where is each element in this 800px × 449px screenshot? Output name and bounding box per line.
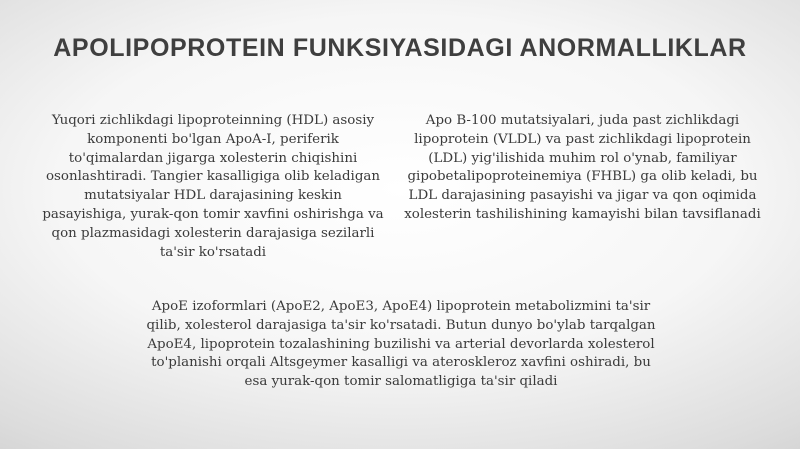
paragraph-apoe: ApoE izoformlari (ApoE2, ApoE3, ApoE4) lipoprotein metabolizmini ta'sir qilib, xolesterol darajasiga ta'sir ko'rsatadi. Butun dunyo bo'ylab tarqalgan ApoE4, lipoprotein tozalashining buzilishi va arterial devorlarda xolesterol to'planishi orqali Altsgeymer kasalligi va ateroskleroz xavfini oshiradi, bu esa yurak-qon tomir salomatligiga ta'sir qiladi bbox=[146, 299, 656, 390]
slide-title: APOLIPOPROTEIN FUNKSIYASIDAGI ANORMALLIKLAR bbox=[53, 34, 747, 62]
paragraph-apob100: Apo B-100 mutatsiyalari, juda past zichlikdagi lipoprotein (VLDL) va past zichlikdagi lipoprotein (LDL) yig'ilishida muhim rol o'ynab, familiyar gipobetalipoproteinemiya (FHBL) ga olib keladi, bu LDL darajasining pasayishi va jigar va qon oqimida xolesterin tashilishining kamayishi bilan tavsiflanadi bbox=[404, 113, 761, 222]
paragraph-hdl-apoa1: Yuqori zichlikdagi lipoproteinning (HDL) asosiy komponenti bo'lgan ApoA-I, periferik to'qimalardan jigarga xolesterin chiqishini osonlashtiradi. Tangier kasalligiga olib keladigan mutatsiyalar HDL darajasining keskin pasayishiga, yurak-qon tomir xavfini oshirishga va qon plazmasidagi xolesterin darajasiga sezilarli ta'sir ko'rsatadi bbox=[42, 113, 384, 260]
